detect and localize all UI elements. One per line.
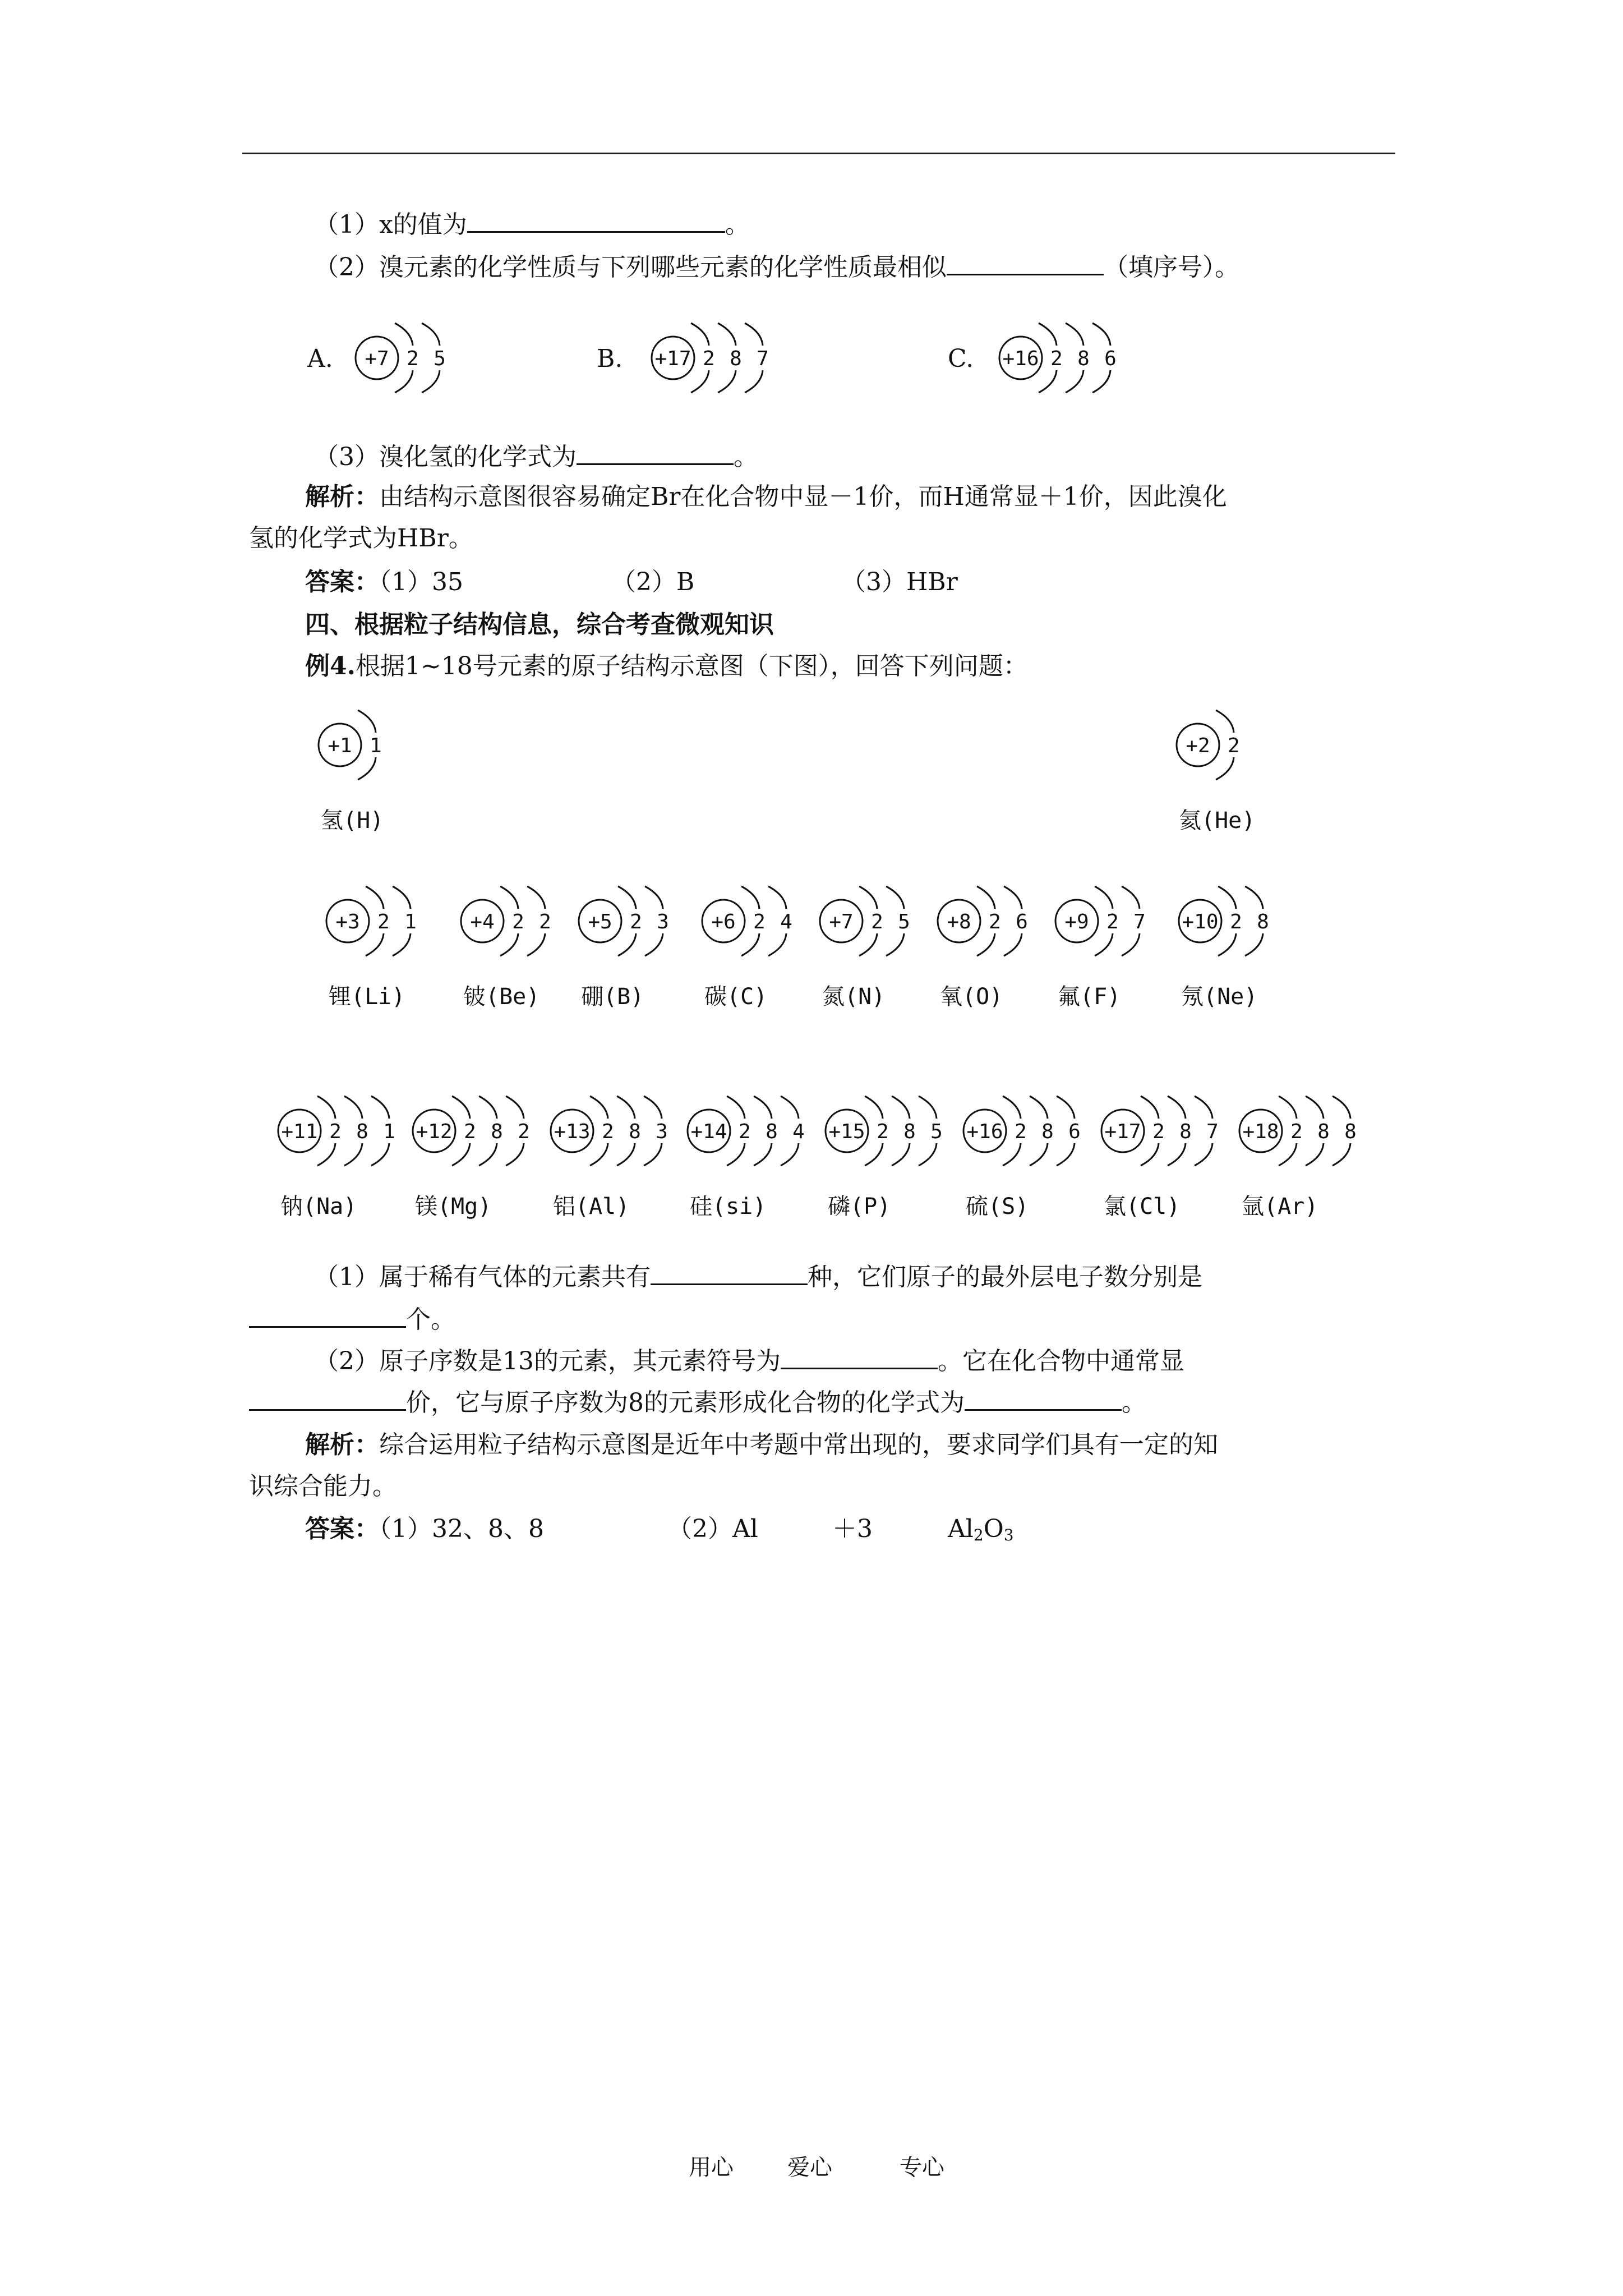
element-name: 硫(S) xyxy=(966,1194,1029,1220)
element-18-diagram xyxy=(1233,1085,1384,1225)
electron-shell-arc xyxy=(691,370,709,393)
shell-electron-count: 2 xyxy=(1290,1120,1303,1143)
element-16-diagram xyxy=(957,1085,1108,1225)
shell-electron-count: 1 xyxy=(370,734,382,757)
element-name: 铝(Al) xyxy=(553,1194,630,1220)
shell-electron-count: 2 xyxy=(1228,734,1240,757)
electron-shell-arc xyxy=(618,886,636,909)
shell-electron-count: 3 xyxy=(656,1120,668,1143)
sub-question-2-cont: 价，它与原子序数为8的元素形成化合物的化学式为 。 xyxy=(249,1387,1146,1419)
electron-shell-arc xyxy=(506,1096,524,1119)
shell-electron-count: 2 xyxy=(518,1120,530,1143)
electron-shell-arc xyxy=(590,1143,608,1166)
answer-2: 答案：（1）32、8、8 xyxy=(305,1515,544,1543)
electron-shell-arc xyxy=(754,1143,772,1166)
electron-shell-arc xyxy=(859,933,877,956)
electron-shell-arc xyxy=(618,933,636,956)
nucleus-charge: +15 xyxy=(828,1120,865,1143)
electron-shell-arc xyxy=(422,323,440,346)
electron-shell-arc xyxy=(645,886,663,909)
nucleus-charge: +11 xyxy=(281,1120,318,1143)
electron-shell-arc xyxy=(1066,370,1083,393)
element-1-diagram xyxy=(312,699,407,839)
electron-shell-arc xyxy=(1057,1096,1075,1119)
nucleus-charge: +10 xyxy=(1182,910,1219,933)
electron-shell-arc xyxy=(358,757,376,780)
shell-electron-count: 2 xyxy=(539,910,551,933)
shell-electron-count: 2 xyxy=(739,1120,751,1143)
shell-electron-count: 2 xyxy=(602,1120,614,1143)
answer-blank xyxy=(467,209,725,233)
shell-electron-count: 8 xyxy=(1344,1120,1357,1143)
nucleus-charge: +1 xyxy=(328,734,352,757)
electron-shell-arc xyxy=(718,323,736,346)
electron-shell-arc xyxy=(781,1096,799,1119)
shell-electron-count: 2 xyxy=(1152,1120,1165,1143)
electron-shell-arc xyxy=(590,1096,608,1119)
element-name: 氮(N) xyxy=(822,984,886,1010)
electron-shell-arc xyxy=(1332,1096,1350,1119)
shell-electron-count: 8 xyxy=(1317,1120,1330,1143)
electron-shell-arc xyxy=(977,933,995,956)
shell-electron-count: 1 xyxy=(404,910,417,933)
electron-shell-arc xyxy=(344,1096,362,1119)
answer-1-part3: （3）HBr xyxy=(841,568,958,596)
option-b-label: B. xyxy=(597,344,623,373)
element-6-diagram xyxy=(695,875,819,1015)
analysis-2: 解析：综合运用粒子结构示意图是近年中考题中常出现的，要求同学们具有一定的知 xyxy=(305,1430,1218,1459)
electron-shell-arc xyxy=(1004,886,1022,909)
electron-shell-arc xyxy=(1003,1143,1021,1166)
option-a-label: A. xyxy=(307,344,333,373)
electron-shell-arc xyxy=(644,1143,662,1166)
electron-shell-arc xyxy=(366,933,384,956)
answer-2-part3: ＋3 xyxy=(832,1515,873,1543)
shell-electron-count: 2 xyxy=(703,347,715,370)
electron-shell-arc xyxy=(1030,1096,1048,1119)
electron-shell-arc xyxy=(1279,1143,1297,1166)
nucleus-charge: +5 xyxy=(588,910,612,933)
electron-shell-arc xyxy=(371,1143,389,1166)
electron-shell-arc xyxy=(1092,370,1110,393)
electron-shell-arc xyxy=(500,933,518,956)
electron-shell-arc xyxy=(859,886,877,909)
element-11-diagram xyxy=(271,1085,423,1225)
electron-shell-arc xyxy=(1168,1143,1186,1166)
electron-shell-arc xyxy=(718,370,736,393)
electron-shell-arc xyxy=(1095,933,1113,956)
electron-shell-arc xyxy=(865,1143,883,1166)
electron-shell-arc xyxy=(1122,933,1140,956)
shell-electron-count: 8 xyxy=(766,1120,778,1143)
electron-shell-arc xyxy=(366,886,384,909)
shell-electron-count: 2 xyxy=(407,347,419,370)
answer-blank xyxy=(577,441,734,465)
electron-shell-arc xyxy=(500,886,518,909)
electron-shell-arc xyxy=(1141,1096,1159,1119)
element-8-diagram xyxy=(931,875,1054,1015)
element-name: 氧(O) xyxy=(940,984,1003,1010)
element-name: 硼(B) xyxy=(581,984,644,1010)
nucleus-charge: +18 xyxy=(1242,1120,1279,1143)
footer-item-3: 专心 xyxy=(900,2155,944,2180)
element-15-diagram xyxy=(819,1085,970,1225)
nucleus-charge: +6 xyxy=(711,910,736,933)
shell-electron-count: 8 xyxy=(491,1120,503,1143)
shell-electron-count: 7 xyxy=(1133,910,1146,933)
electron-shell-arc xyxy=(1030,1143,1048,1166)
electron-shell-arc xyxy=(617,1143,635,1166)
shell-electron-count: 2 xyxy=(1015,1120,1027,1143)
electron-shell-arc xyxy=(1039,323,1057,346)
shell-electron-count: 8 xyxy=(1041,1120,1054,1143)
shell-electron-count: 2 xyxy=(1050,347,1063,370)
element-5-diagram xyxy=(572,875,695,1015)
electron-shell-arc xyxy=(1195,1143,1212,1166)
electron-shell-arc xyxy=(527,933,545,956)
electron-shell-arc xyxy=(479,1143,497,1166)
footer-item-2: 爱心 xyxy=(787,2155,832,2180)
shell-electron-count: 2 xyxy=(753,910,766,933)
option-0-diagram xyxy=(349,312,472,407)
electron-shell-arc xyxy=(754,1096,772,1119)
footer-item-1: 用心 xyxy=(689,2155,734,2180)
element-9-diagram xyxy=(1049,875,1172,1015)
shell-electron-count: 8 xyxy=(629,1120,641,1143)
element-name: 氟(F) xyxy=(1058,984,1121,1010)
answer-1-part2: （2）B xyxy=(611,568,695,596)
shell-electron-count: 2 xyxy=(871,910,883,933)
element-name: 氦(He) xyxy=(1179,808,1256,834)
electron-shell-arc xyxy=(768,886,786,909)
electron-shell-arc xyxy=(344,1143,362,1166)
answer-blank xyxy=(781,1345,938,1369)
nucleus-charge: +13 xyxy=(554,1120,591,1143)
nucleus-charge: +2 xyxy=(1186,734,1210,757)
shell-electron-count: 8 xyxy=(1179,1120,1192,1143)
shell-electron-count: 2 xyxy=(630,910,642,933)
electron-shell-arc xyxy=(527,886,545,909)
shell-electron-count: 4 xyxy=(780,910,792,933)
electron-shell-arc xyxy=(865,1096,883,1119)
electron-shell-arc xyxy=(452,1143,470,1166)
electron-shell-arc xyxy=(977,886,995,909)
question-2: （2）溴元素的化学性质与下列哪些元素的化学性质最相似 （填序号）。 xyxy=(314,251,1239,283)
element-14-diagram xyxy=(681,1085,832,1225)
element-name: 氯(Cl) xyxy=(1104,1194,1181,1220)
electron-shell-arc xyxy=(1216,710,1234,733)
nucleus-charge: +4 xyxy=(470,910,495,933)
shell-electron-count: 2 xyxy=(1230,910,1242,933)
electron-shell-arc xyxy=(886,886,904,909)
electron-shell-arc xyxy=(886,933,904,956)
electron-shell-arc xyxy=(1003,1096,1021,1119)
shell-electron-count: 2 xyxy=(1106,910,1119,933)
element-4-diagram xyxy=(454,875,578,1015)
electron-shell-arc xyxy=(1332,1143,1350,1166)
shell-electron-count: 2 xyxy=(329,1120,342,1143)
shell-electron-count: 6 xyxy=(1068,1120,1081,1143)
nucleus-charge: +17 xyxy=(654,347,691,370)
sub-question-2: （2）原子序数是13的元素，其元素符号为 。它在化合物中通常显 xyxy=(314,1345,1184,1377)
element-name: 氢(H) xyxy=(321,808,384,834)
shell-electron-count: 2 xyxy=(464,1120,476,1143)
answer-2-part2: （2）Al xyxy=(667,1515,758,1543)
answer-1: 答案：（1）35 xyxy=(305,568,463,596)
analysis-1: 解析：由结构示意图很容易确定Br在化合物中显－1价，而H通常显＋1价，因此溴化 xyxy=(305,482,1227,511)
element-name: 碳(C) xyxy=(704,984,768,1010)
electron-shell-arc xyxy=(358,710,376,733)
nucleus-charge: +9 xyxy=(1064,910,1089,933)
electron-shell-arc xyxy=(768,933,786,956)
electron-shell-arc xyxy=(1092,323,1110,346)
header-rule xyxy=(242,153,1395,154)
shell-electron-count: 5 xyxy=(930,1120,943,1143)
shell-electron-count: 8 xyxy=(1077,347,1090,370)
electron-shell-arc xyxy=(727,1096,745,1119)
electron-shell-arc xyxy=(1218,933,1236,956)
electron-shell-arc xyxy=(781,1143,799,1166)
electron-shell-arc xyxy=(919,1143,937,1166)
nucleus-charge: +14 xyxy=(690,1120,727,1143)
shell-electron-count: 2 xyxy=(377,910,390,933)
electron-shell-arc xyxy=(745,323,763,346)
electron-shell-arc xyxy=(1057,1143,1075,1166)
electron-shell-arc xyxy=(741,886,759,909)
nucleus-charge: +3 xyxy=(335,910,360,933)
answer-2-formula: $Al_2O_3$ xyxy=(948,1515,1014,1544)
electron-shell-arc xyxy=(1279,1096,1297,1119)
electron-shell-arc xyxy=(1245,886,1263,909)
shell-electron-count: 8 xyxy=(356,1120,368,1143)
electron-shell-arc xyxy=(506,1143,524,1166)
electron-shell-arc xyxy=(644,1096,662,1119)
electron-shell-arc xyxy=(1168,1096,1186,1119)
shell-electron-count: 7 xyxy=(757,347,769,370)
element-name: 镁(Mg) xyxy=(415,1194,492,1220)
electron-shell-arc xyxy=(317,1143,335,1166)
electron-shell-arc xyxy=(452,1096,470,1119)
answer-blank xyxy=(965,1387,1122,1411)
electron-shell-arc xyxy=(393,886,411,909)
electron-shell-arc xyxy=(317,1096,335,1119)
option-c-label: C. xyxy=(948,344,974,373)
shell-electron-count: 5 xyxy=(898,910,910,933)
electron-shell-arc xyxy=(393,933,411,956)
electron-shell-arc xyxy=(1218,886,1236,909)
sub-question-1: （1）属于稀有气体的元素共有 种，它们原子的最外层电子数分别是 xyxy=(314,1261,1202,1293)
element-name: 钠(Na) xyxy=(280,1194,357,1220)
shell-electron-count: 8 xyxy=(730,347,742,370)
shell-electron-count: 1 xyxy=(383,1120,395,1143)
shell-electron-count: 6 xyxy=(1104,347,1117,370)
nucleus-charge: +16 xyxy=(966,1120,1003,1143)
element-2-diagram xyxy=(1170,699,1265,839)
electron-shell-arc xyxy=(892,1143,910,1166)
electron-shell-arc xyxy=(395,323,413,346)
question-3: （3）溴化氢的化学式为 。 xyxy=(314,441,758,473)
electron-shell-arc xyxy=(745,370,763,393)
option-2-diagram xyxy=(993,312,1144,407)
shell-electron-count: 8 xyxy=(903,1120,916,1143)
element-10-diagram xyxy=(1172,875,1295,1015)
nucleus-charge: +7 xyxy=(365,347,389,370)
electron-shell-arc xyxy=(1004,933,1022,956)
shell-electron-count: 2 xyxy=(512,910,524,933)
nucleus-charge: +16 xyxy=(1002,347,1039,370)
shell-electron-count: 2 xyxy=(989,910,1001,933)
element-name: 硅(si) xyxy=(690,1194,767,1220)
electron-shell-arc xyxy=(1039,370,1057,393)
section-heading: 四、根据粒子结构信息，综合考查微观知识 xyxy=(305,610,774,639)
electron-shell-arc xyxy=(617,1096,635,1119)
shell-electron-count: 7 xyxy=(1206,1120,1219,1143)
electron-shell-arc xyxy=(892,1096,910,1119)
element-12-diagram xyxy=(406,1085,557,1225)
shell-electron-count: 2 xyxy=(877,1120,889,1143)
electron-shell-arc xyxy=(395,370,413,393)
electron-shell-arc xyxy=(1245,933,1263,956)
shell-electron-count: 8 xyxy=(1257,910,1269,933)
answer-blank xyxy=(249,1387,406,1411)
analysis-1-cont: 氢的化学式为HBr。 xyxy=(249,524,473,553)
element-17-diagram xyxy=(1095,1085,1246,1225)
option-1-diagram xyxy=(645,312,796,407)
answer-blank xyxy=(651,1261,808,1285)
electron-shell-arc xyxy=(1122,886,1140,909)
electron-shell-arc xyxy=(1141,1143,1159,1166)
nucleus-charge: +7 xyxy=(829,910,854,933)
element-name: 氖(Ne) xyxy=(1181,984,1258,1010)
electron-shell-arc xyxy=(479,1096,497,1119)
electron-shell-arc xyxy=(741,933,759,956)
sub-question-1-cont: 个。 xyxy=(249,1304,455,1336)
shell-electron-count: 3 xyxy=(657,910,669,933)
element-name: 氩(Ar) xyxy=(1242,1194,1318,1220)
electron-shell-arc xyxy=(691,323,709,346)
element-3-diagram xyxy=(320,875,443,1015)
shell-electron-count: 4 xyxy=(792,1120,805,1143)
example-4: 例4.根据1~18号元素的原子结构示意图（下图），回答下列问题： xyxy=(305,652,1028,680)
electron-shell-arc xyxy=(919,1096,937,1119)
electron-shell-arc xyxy=(1216,757,1234,780)
element-13-diagram xyxy=(544,1085,695,1225)
shell-electron-count: 5 xyxy=(434,347,446,370)
question-1: （1）x的值为 。 xyxy=(314,209,750,241)
element-name: 铍(Be) xyxy=(463,984,540,1010)
electron-shell-arc xyxy=(1195,1096,1212,1119)
electron-shell-arc xyxy=(1306,1096,1324,1119)
analysis-2-cont: 识综合能力。 xyxy=(249,1472,397,1501)
element-7-diagram xyxy=(813,875,937,1015)
electron-shell-arc xyxy=(371,1096,389,1119)
shell-electron-count: 6 xyxy=(1016,910,1028,933)
element-name: 磷(P) xyxy=(828,1194,891,1220)
electron-shell-arc xyxy=(422,370,440,393)
electron-shell-arc xyxy=(1306,1143,1324,1166)
nucleus-charge: +17 xyxy=(1104,1120,1141,1143)
answer-blank xyxy=(249,1304,406,1328)
electron-shell-arc xyxy=(727,1143,745,1166)
electron-shell-arc xyxy=(1066,323,1083,346)
electron-shell-arc xyxy=(1095,886,1113,909)
nucleus-charge: +8 xyxy=(947,910,971,933)
element-name: 锂(Li) xyxy=(329,984,405,1010)
electron-shell-arc xyxy=(645,933,663,956)
answer-blank xyxy=(947,251,1104,275)
nucleus-charge: +12 xyxy=(416,1120,453,1143)
